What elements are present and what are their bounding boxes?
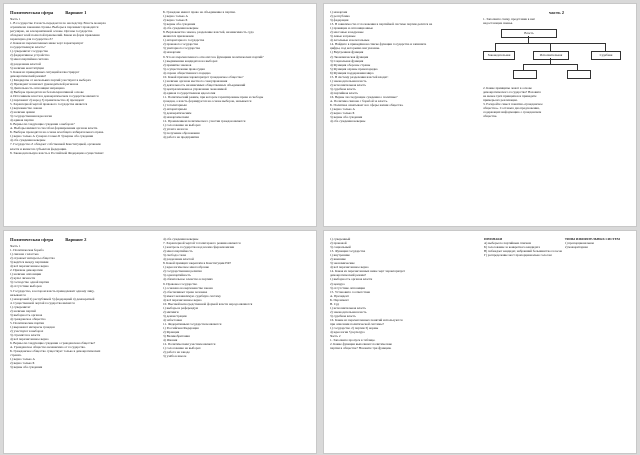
text-line: 1) верно только А	[163, 14, 188, 19]
text-line: 3) левые и правые	[330, 34, 356, 39]
text-line: 3) стремятся к власти	[10, 333, 41, 338]
text-line: 4) работа на предприятии	[163, 135, 199, 140]
task-text	[483, 17, 630, 25]
text-line: не менее трёх принципов и приведите	[483, 94, 537, 99]
part-label: Часть 1	[10, 244, 21, 248]
text-line: 2) Экономическая функция	[330, 54, 369, 59]
text-line: 1) наличие органов местного самоуправления	[163, 78, 228, 83]
text-line: 16. Какие из перечисленных понятий используются	[330, 317, 403, 322]
table-row	[483, 253, 630, 257]
page-2-left-column	[330, 10, 477, 222]
text-line: 4) партийная власть	[330, 90, 358, 95]
worksheet-page-3	[3, 230, 317, 454]
text-line: 4) обязательное членство в партиях	[163, 277, 213, 282]
text-line: государственную власть?	[10, 45, 46, 50]
text-line: 3) отсутствие оппозиции	[330, 285, 365, 290]
diagram-connector	[550, 43, 551, 51]
text-line: 2. Какие функции выполняют политические	[330, 342, 392, 347]
text-line: Часть 2	[330, 334, 341, 339]
text-line: А. Выборы являются способом формирования органов власти.	[10, 126, 98, 131]
power-scheme-diagram	[483, 27, 630, 83]
text-line: 3) господство одной партии	[10, 280, 49, 285]
text-line: 4) оба суждения неверны	[330, 119, 366, 124]
text-line: 7. Государство Z обладает собственной Конституцией, органами	[10, 142, 101, 147]
text-line: 2) исполнительная власть	[330, 82, 366, 87]
text-line: 4) оба суждения неверны	[163, 237, 199, 241]
text-line: 1) Российская Федерация	[163, 326, 199, 331]
text-line: 3) демократическим	[163, 111, 192, 116]
text-line: 3) государственная идеология	[10, 114, 52, 119]
text-line: А. Президент	[330, 293, 349, 298]
text-line: 1) монархией 2) республикой 3) федерацией 4) демократией	[10, 296, 95, 301]
text-line: 8. Верховенство закона, разделение властей, независимость суда	[163, 30, 254, 35]
text-line: 10. Какой признак характеризует гражданское общество?	[163, 74, 244, 79]
subject-title: Политическая сфера	[10, 10, 54, 15]
text-line: 1) контроль государства над всеми сферами жизни	[163, 245, 235, 250]
text-line: 4) Функция обороны страны	[330, 62, 371, 67]
page-1-right-column	[163, 10, 310, 222]
diagram-empty-box[interactable]	[567, 70, 591, 79]
text-line: 1) Кандидаты от нескольких партий участвуют в выборах	[10, 77, 91, 82]
text-line: 1) государство 2) партии 3) нормы	[330, 326, 379, 331]
page-4-left-column	[330, 237, 477, 449]
text-line: 1) верно только А	[10, 357, 35, 362]
text-line: 2) уплата налогов	[163, 127, 188, 132]
text-line: 12. Политическим участием является	[163, 342, 216, 347]
text-line: 4) единая партия	[10, 118, 34, 123]
question-list	[10, 21, 157, 155]
text-line: демократического государства? Назовите	[483, 90, 542, 95]
text-line: 4) всё перечисленное верно	[10, 264, 49, 269]
text-line: 2) деятельность независимых общественных объединений	[163, 82, 246, 87]
diagram-box-judicial: Судебная	[591, 51, 621, 60]
text-line: 2) участвуют в выборах	[10, 328, 44, 333]
page-4-right-column	[483, 237, 630, 449]
text-line: 3) многопартийная система	[10, 57, 49, 62]
text-line: 2) работа на заводе	[163, 350, 190, 355]
text-line: 9. Что из перечисленного относится к функциям политических партий?	[163, 54, 264, 59]
text-line: являются признаками	[163, 34, 194, 39]
text-line: 4. Существенной чертой государства является	[10, 300, 75, 305]
table-cell: 2) мажоритарная	[564, 245, 588, 249]
variant-label: Вариант 2	[65, 237, 87, 242]
text-line: 1) основано на верховенстве закона	[163, 285, 213, 290]
text-line: 1) голосование на выборах	[163, 123, 201, 128]
text-line: Б. Граждане имеют право на объединение в партии.	[163, 10, 236, 14]
question-list	[163, 10, 310, 140]
text-line: 2) массовые и кадровые	[330, 30, 364, 35]
page-2-right-column	[483, 10, 630, 222]
text-line: 4) разделение властей	[10, 61, 41, 66]
table-header-features: ПРИЗНАКИ	[484, 237, 503, 241]
task-text	[483, 86, 630, 118]
text-line: 8. Законодательную власть в Российской Федерации осуществляет	[10, 150, 104, 155]
text-line: 3) учёба в школе	[163, 354, 187, 359]
text-line: 14. Какая из перечисленных ниже черт характеризует	[330, 269, 406, 274]
text-line: 4) Япония	[163, 338, 178, 343]
text-line: 3) верны оба суждения	[10, 365, 43, 370]
text-line: общество». Составьте два предложения,	[483, 106, 540, 111]
text-line: 3) ведётся между партиями	[10, 260, 49, 265]
table-cell: Б) голосование за конкретного кандидата	[484, 245, 541, 249]
text-line: 4) Выборы проводятся на безальтернативной основе	[10, 89, 84, 94]
text-line: 11. Федеративным государством является	[163, 321, 222, 326]
text-line: странах.	[10, 353, 22, 358]
table-cell: А) выборы по партийным спискам	[484, 241, 531, 245]
text-line: 1) суверенитет	[10, 304, 31, 309]
text-line: 3) выборность органов	[10, 312, 43, 317]
text-line: регулярно, на альтернативной основе. Органы государства	[10, 29, 93, 34]
text-line: 9. Правовое государство	[163, 281, 198, 286]
text-line: 4) забастовки	[163, 317, 182, 322]
text-line: 3) получение образования	[163, 131, 200, 136]
diagram-box-executive: Исполнительная	[533, 51, 569, 60]
text-line: 3) федерация	[330, 18, 349, 23]
page-2-header	[483, 10, 630, 15]
page-1-header	[10, 10, 157, 15]
variant-label: Вариант 1	[65, 10, 87, 15]
text-line: недостающие звенья.	[483, 21, 513, 26]
text-line: 1) Внутренняя функция	[330, 50, 364, 55]
text-line: 12. Проявлением политического участия граждан является	[163, 119, 246, 124]
text-line: 2) наличие партий	[10, 308, 36, 313]
text-line: примеры их реализации.	[483, 98, 518, 103]
page-3-left-column	[10, 237, 157, 449]
text-line: 2) отражает интересы общества	[10, 256, 55, 261]
text-line: 2) верно только Б	[330, 111, 355, 116]
text-line: 1) связана с властью	[10, 252, 39, 257]
text-line: А. Гражданское общество независимо от государства.	[10, 345, 86, 350]
text-line: обладают всей полнотой правомочий. Какая из форм правления	[10, 33, 100, 38]
text-line: 6. Верны ли следующие суждения о выборах?	[10, 122, 75, 127]
text-line: Б. Политика охватывает все сферы жизни общества.	[330, 103, 404, 108]
text-line: 1) внутренние	[330, 253, 350, 258]
text-line: 3) имеет независимую судебную систему	[163, 293, 221, 298]
text-line: 2) наличие армии	[10, 110, 35, 115]
text-line: ограничена законами страны. Выборы в парламент проводятся	[10, 25, 99, 30]
text-line: 2) принятие законов	[163, 62, 192, 67]
text-line: 3) судебная власть	[330, 86, 356, 91]
text-line: 8. Какой принцип закреплён в Конституции РФ?	[163, 261, 232, 266]
text-line: 1) голосование на выборах	[163, 346, 201, 351]
text-line: 4) идеология 5) культура	[330, 330, 365, 335]
text-line: 1. Заполните пропуск в таблице.	[330, 338, 376, 343]
text-line: 14. Найдите в приведённом списке функции государства и запишите	[330, 42, 427, 47]
text-line: 13. В зависимости от положения в партийной системе партии делятся на	[330, 22, 433, 27]
text-line: 1) выборы и референдум	[163, 305, 198, 310]
text-line: 2) обеспечивает права человека	[163, 289, 208, 294]
text-line: 4) монархическим	[163, 115, 189, 120]
text-line: 3. Государство, в котором власть принадлежит одному лицу,	[10, 288, 95, 293]
text-line: 3) унитарного государства	[163, 46, 201, 51]
page-3-right-column	[163, 237, 310, 449]
electoral-systems-table	[483, 237, 630, 257]
text-line: 16. Верны ли следующие суждения о политике?	[330, 94, 398, 99]
text-line: 2) цензура	[330, 281, 345, 286]
text-line: 3) экономические	[330, 261, 355, 266]
text-line: власти и является субъектом федерации.	[10, 146, 67, 151]
page-3-header	[10, 237, 157, 242]
text-line: В. Суд	[330, 301, 340, 306]
text-line: партии в обществе? Назовите три функции.	[330, 346, 392, 351]
text-line: 4) оба суждения неверны	[163, 26, 199, 31]
table-cell	[564, 253, 630, 257]
text-line: 5. Характерной чертой правового государства является	[10, 101, 88, 106]
diagram-box-legislative: Законодательная	[483, 51, 515, 60]
text-line: 1. Заполните схему, представив в неё	[483, 17, 535, 21]
text-line: 1) верховенство закона	[10, 106, 43, 111]
text-line: 1) суверенный	[330, 237, 351, 241]
text-line: 2) Франция	[163, 330, 180, 335]
text-line: 4) легальные и нелегальные	[330, 38, 370, 43]
worksheet-page-1	[3, 3, 317, 227]
table-cell: Г) распределение мест пропорционально голосам	[484, 253, 552, 257]
text-line: 3) демонстрации	[163, 313, 187, 318]
text-line: граждан, а власть формируется на основе выборов, называется	[163, 99, 252, 104]
table-header-systems: ТИПЫ ИЗБИРАТЕЛЬНЫХ СИСТЕМ	[564, 237, 620, 241]
part-label: Часть 1	[10, 17, 21, 21]
diagram-connector	[605, 43, 606, 51]
diagram-top-box: Власть	[501, 29, 557, 38]
text-line: 4) разделение властей	[163, 257, 194, 262]
text-line: 4. Источником власти в демократическом государстве является	[10, 93, 99, 98]
page-1-left-column	[10, 10, 157, 222]
diagram-connector	[528, 36, 529, 43]
text-line: 1. В государстве Z власть передается по наследству. Власть монарха	[10, 21, 106, 26]
text-line: 3) Великобритания	[163, 334, 190, 339]
question-list	[163, 237, 310, 358]
part-label: часть 2	[548, 10, 565, 15]
text-line: 4) всё перечисленное верно	[163, 297, 202, 302]
text-line: Б. Выборы проводятся на основе всеобщего избирательного права.	[10, 130, 105, 135]
text-line: А. Политика связана с борьбой за власть.	[330, 99, 388, 104]
text-line: 1. Политическая борьба	[10, 248, 44, 253]
text-line: 5) наличие конституции	[10, 65, 44, 70]
text-line: 2. Какие принципы лежат в основе	[483, 86, 532, 91]
subject-title: Политическая сфера	[10, 237, 54, 242]
table-cell: В) побеждает кандидат, набравший большинство голосов	[484, 249, 563, 253]
text-line: Б. Гражданское общество существует только в демократических	[10, 349, 101, 354]
text-line: цифры, под которыми они указаны.	[330, 46, 380, 51]
text-line: 1) суверенитет государства	[10, 49, 48, 54]
text-line: 2. Какая из перечисленных ниже черт характеризует	[10, 41, 84, 46]
text-line: 4) всё перечисленное верно	[330, 265, 369, 270]
text-line: 1) авторитарного государства	[163, 38, 205, 43]
text-line: 2) культ личности	[10, 276, 36, 281]
text-line: 3) осуществление правосудия	[163, 66, 205, 71]
text-line: 3) Социальная функция	[330, 58, 364, 63]
text-line: 4) гражданское общество	[10, 316, 46, 321]
text-line: 4) единая государственная идеология	[163, 90, 216, 95]
question-list	[330, 237, 477, 350]
text-line: 15. В систему разделения властей входят:	[330, 74, 389, 79]
text-line: 4) монархии	[163, 50, 181, 55]
text-line: 3. Какая из приведённых ситуаций иллюстрирует	[10, 69, 80, 74]
text-line: 1) исполнительная власть	[330, 305, 366, 310]
text-line: 1) тоталитарным	[163, 103, 187, 108]
text-line: 1) монархия	[330, 10, 348, 14]
text-line: 2) Президент назначает руководителей регионов	[10, 81, 79, 86]
text-line: 4) оба суждения неверны	[10, 138, 46, 143]
text-line: 3. Раскройте смысл понятия «гражданское	[483, 102, 543, 107]
text-line: 5) Функция охраны правопорядка	[330, 66, 378, 71]
text-line: 1) парламент 2) народ 3) правительство 4) президент	[10, 97, 85, 102]
text-line: 1) законодательная власть	[330, 78, 367, 83]
text-line: 10. Высшей непосредственной формой власти народа являются	[163, 301, 253, 306]
text-line: демократический режим?	[330, 273, 367, 278]
text-line: 1) наличие оппозиции	[10, 272, 42, 277]
text-line: 2) верно только Б	[163, 18, 188, 23]
text-line: 4) всё перечисленное верно	[10, 337, 49, 342]
text-line: характерна для государства Z?	[10, 37, 53, 42]
text-line: 1) верно только А 2) верно только Б 3) верны оба суждения	[10, 134, 94, 139]
text-line: 5. Политические партии	[10, 320, 45, 325]
text-line: 1) правящие и оппозиционные	[330, 26, 373, 31]
text-line: 6. Верны ли следующие суждения о гражданском обществе?	[10, 341, 96, 346]
text-line: 2) авторитарным	[163, 107, 187, 112]
text-line: называется	[10, 292, 26, 297]
text-line: 3) Деятельность оппозиции запрещена	[10, 85, 65, 90]
text-line: 2) федеративное устройство	[10, 53, 50, 58]
text-line: Б. Парламент	[330, 297, 349, 302]
text-line: 3) централизованное управление экономикой	[163, 86, 227, 91]
text-line: 4) охрана общественного порядка	[163, 70, 211, 75]
question-list	[10, 248, 157, 369]
diagram-connector	[495, 43, 496, 51]
text-line: 4) отсутствие выборов	[10, 284, 42, 289]
text-line: 1) идеологическое многообразие	[163, 265, 209, 270]
text-line: 3) свобода слова	[163, 253, 187, 258]
text-line: 2) внешние	[330, 257, 346, 262]
text-line: 1) выдвижение кандидатов на выборах	[163, 58, 218, 63]
text-line: обществе.	[483, 114, 498, 119]
text-line: при описании политической системы?	[330, 321, 384, 326]
text-line: 2) правовой	[330, 241, 347, 246]
text-line: 13. Функции государства	[330, 249, 366, 254]
question-list	[330, 10, 477, 123]
diagram-connector	[523, 64, 577, 65]
text-line: 2) законодательная власть	[330, 309, 367, 314]
diagram-empty-box[interactable]	[513, 70, 537, 79]
text-line: 2) многопартийность	[163, 249, 193, 254]
text-line: 1) выборность органов власти	[330, 277, 373, 282]
worksheet-page-2	[323, 3, 637, 227]
text-line: 3) социальный	[330, 245, 351, 250]
text-line: 11. Политический режим, при котором гарантированы права и свободы	[163, 94, 264, 99]
text-line: 2) республика	[330, 14, 350, 19]
table-cell: 1) пропорциональная	[564, 241, 594, 245]
text-line: 2) правового государства	[163, 42, 199, 47]
text-line: 3) верны оба суждения	[163, 22, 196, 27]
text-line: 6) Функция поддержания мира	[330, 70, 374, 75]
text-line: 1) верно только А	[330, 107, 355, 112]
text-line: 1) выражают интересы граждан	[10, 324, 55, 329]
text-line: 2) митинги	[163, 309, 179, 314]
text-line: 2) верно только Б	[10, 361, 35, 366]
text-line: 3) однопартийность	[163, 273, 191, 278]
text-line: 7. Характерной чертой тоталитарного режима является	[163, 241, 241, 246]
text-line: 3) верны оба суждения	[330, 115, 363, 120]
worksheet-page-4	[323, 230, 637, 454]
text-line: 2. Признак демократии	[10, 268, 43, 273]
text-line: содержащих информацию о гражданском	[483, 110, 542, 115]
text-line: 3) судебная власть	[330, 313, 356, 318]
text-line: демократический режим?	[10, 73, 47, 78]
text-line: 15. Установите соответствие	[330, 289, 371, 294]
text-line: 2) государственная религия	[163, 269, 202, 274]
